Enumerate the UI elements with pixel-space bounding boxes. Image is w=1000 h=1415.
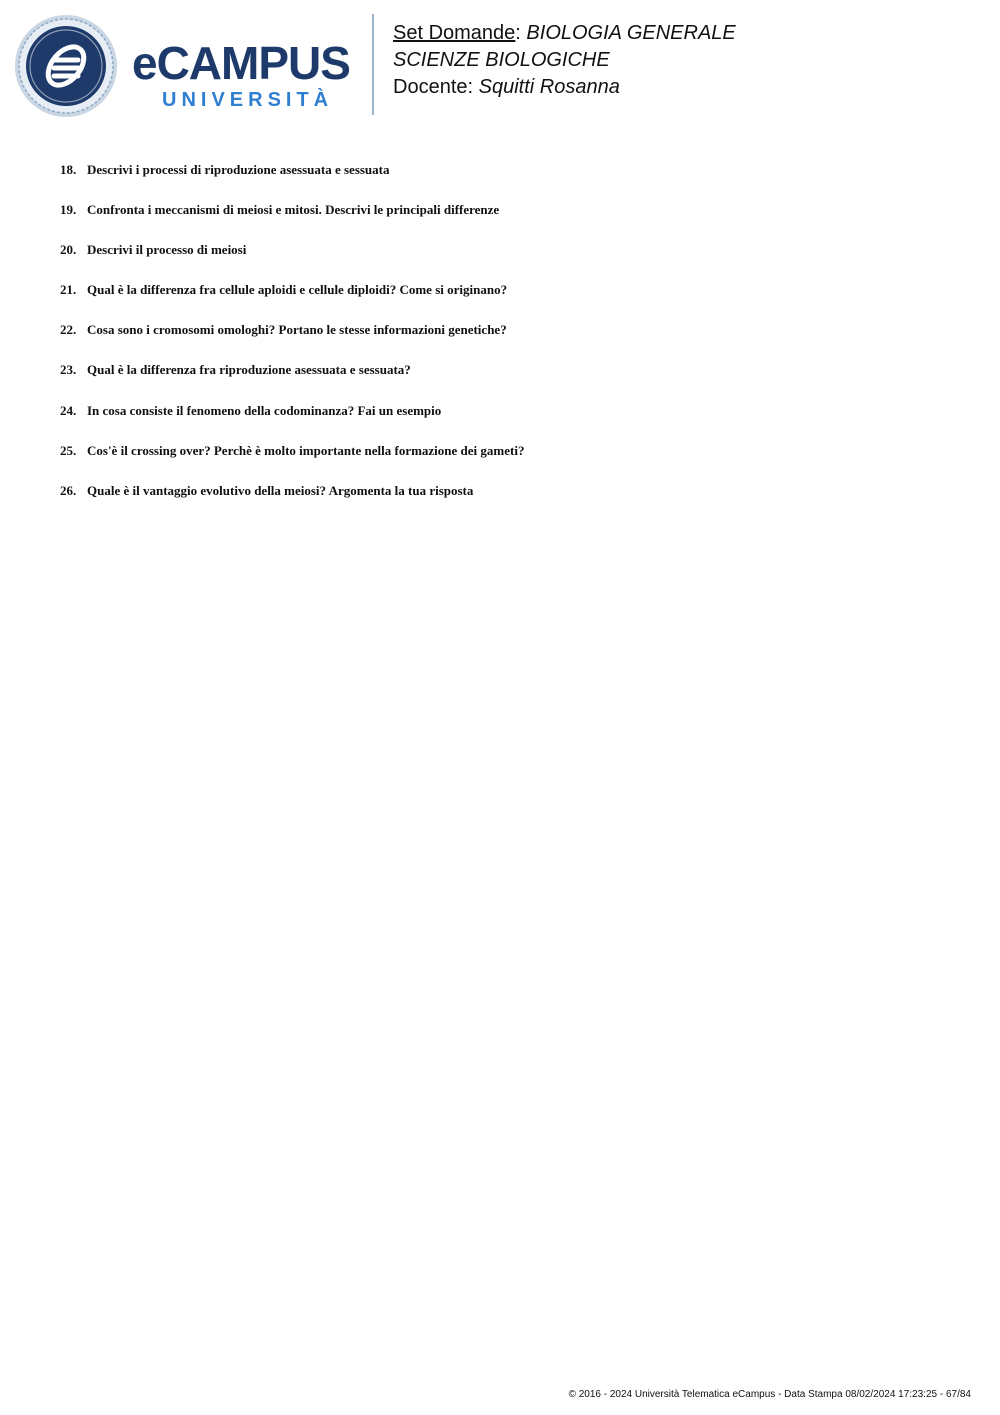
question-item [60, 403, 960, 443]
question-number: 24. [60, 402, 77, 418]
question-number: 22. [60, 322, 77, 338]
set-separator: : [515, 22, 527, 44]
set-label: Set Domande [393, 22, 516, 44]
question-item [60, 162, 960, 202]
degree-title: SCIENZE BIOLOGICHE [393, 49, 610, 71]
question-text: Qual è la differenza fra cellule aploidi e cellule diploidi? Come si originano? [87, 282, 508, 298]
teacher-line [393, 74, 736, 101]
logo-wordmark: eCAMPUS [132, 37, 350, 89]
question-list [60, 162, 960, 523]
question-number: 19. [60, 202, 77, 218]
question-number: 20. [60, 242, 77, 258]
question-text: Descrivi il processo di meiosi [87, 242, 247, 258]
question-number: 23. [60, 362, 77, 378]
ecampus-logo [14, 14, 359, 118]
logo-subtitle: UNIVERSITÀ [162, 89, 334, 111]
question-text: In cosa consiste il fenomeno della codominanza? Fai un esempio [87, 402, 442, 418]
course-title: BIOLOGIA GENERALE [526, 22, 736, 44]
question-number: 25. [60, 442, 77, 458]
question-item [60, 282, 960, 322]
teacher-label: Docente: [393, 76, 479, 98]
page-header [0, 0, 1000, 130]
question-text: Qual è la differenza fra riproduzione asessuata e sessuata? [87, 362, 411, 378]
question-text: Confronta i meccanismi di meiosi e mitosi. Descrivi le principali differenze [87, 202, 500, 218]
question-number: 21. [60, 282, 77, 298]
set-line [393, 20, 736, 47]
question-text: Cosa sono i cromosomi omologhi? Portano le stesse informazioni genetiche? [87, 322, 507, 338]
question-item [60, 362, 960, 402]
question-text: Descrivi i processi di riproduzione asessuata e sessuata [87, 162, 390, 177]
question-item [60, 202, 960, 242]
header-info [393, 20, 736, 101]
question-item [60, 322, 960, 362]
question-text: Quale è il vantaggio evolutivo della meiosi? Argomenta la tua risposta [87, 482, 474, 498]
question-item [60, 483, 960, 523]
page-footer: © 2016 - 2024 Università Telematica eCampus - Data Stampa 08/02/2024 17:23:25 - 67/84 [568, 1389, 971, 1400]
question-number: 18. [60, 162, 77, 177]
question-number: 26. [60, 482, 77, 498]
question-item [60, 242, 960, 282]
teacher-name: Squitti Rosanna [478, 76, 620, 98]
question-item [60, 443, 960, 483]
question-text: Cos'è il crossing over? Perchè è molto importante nella formazione dei gameti? [87, 442, 525, 458]
ecampus-seal-icon [14, 14, 118, 118]
header-divider [372, 14, 374, 115]
